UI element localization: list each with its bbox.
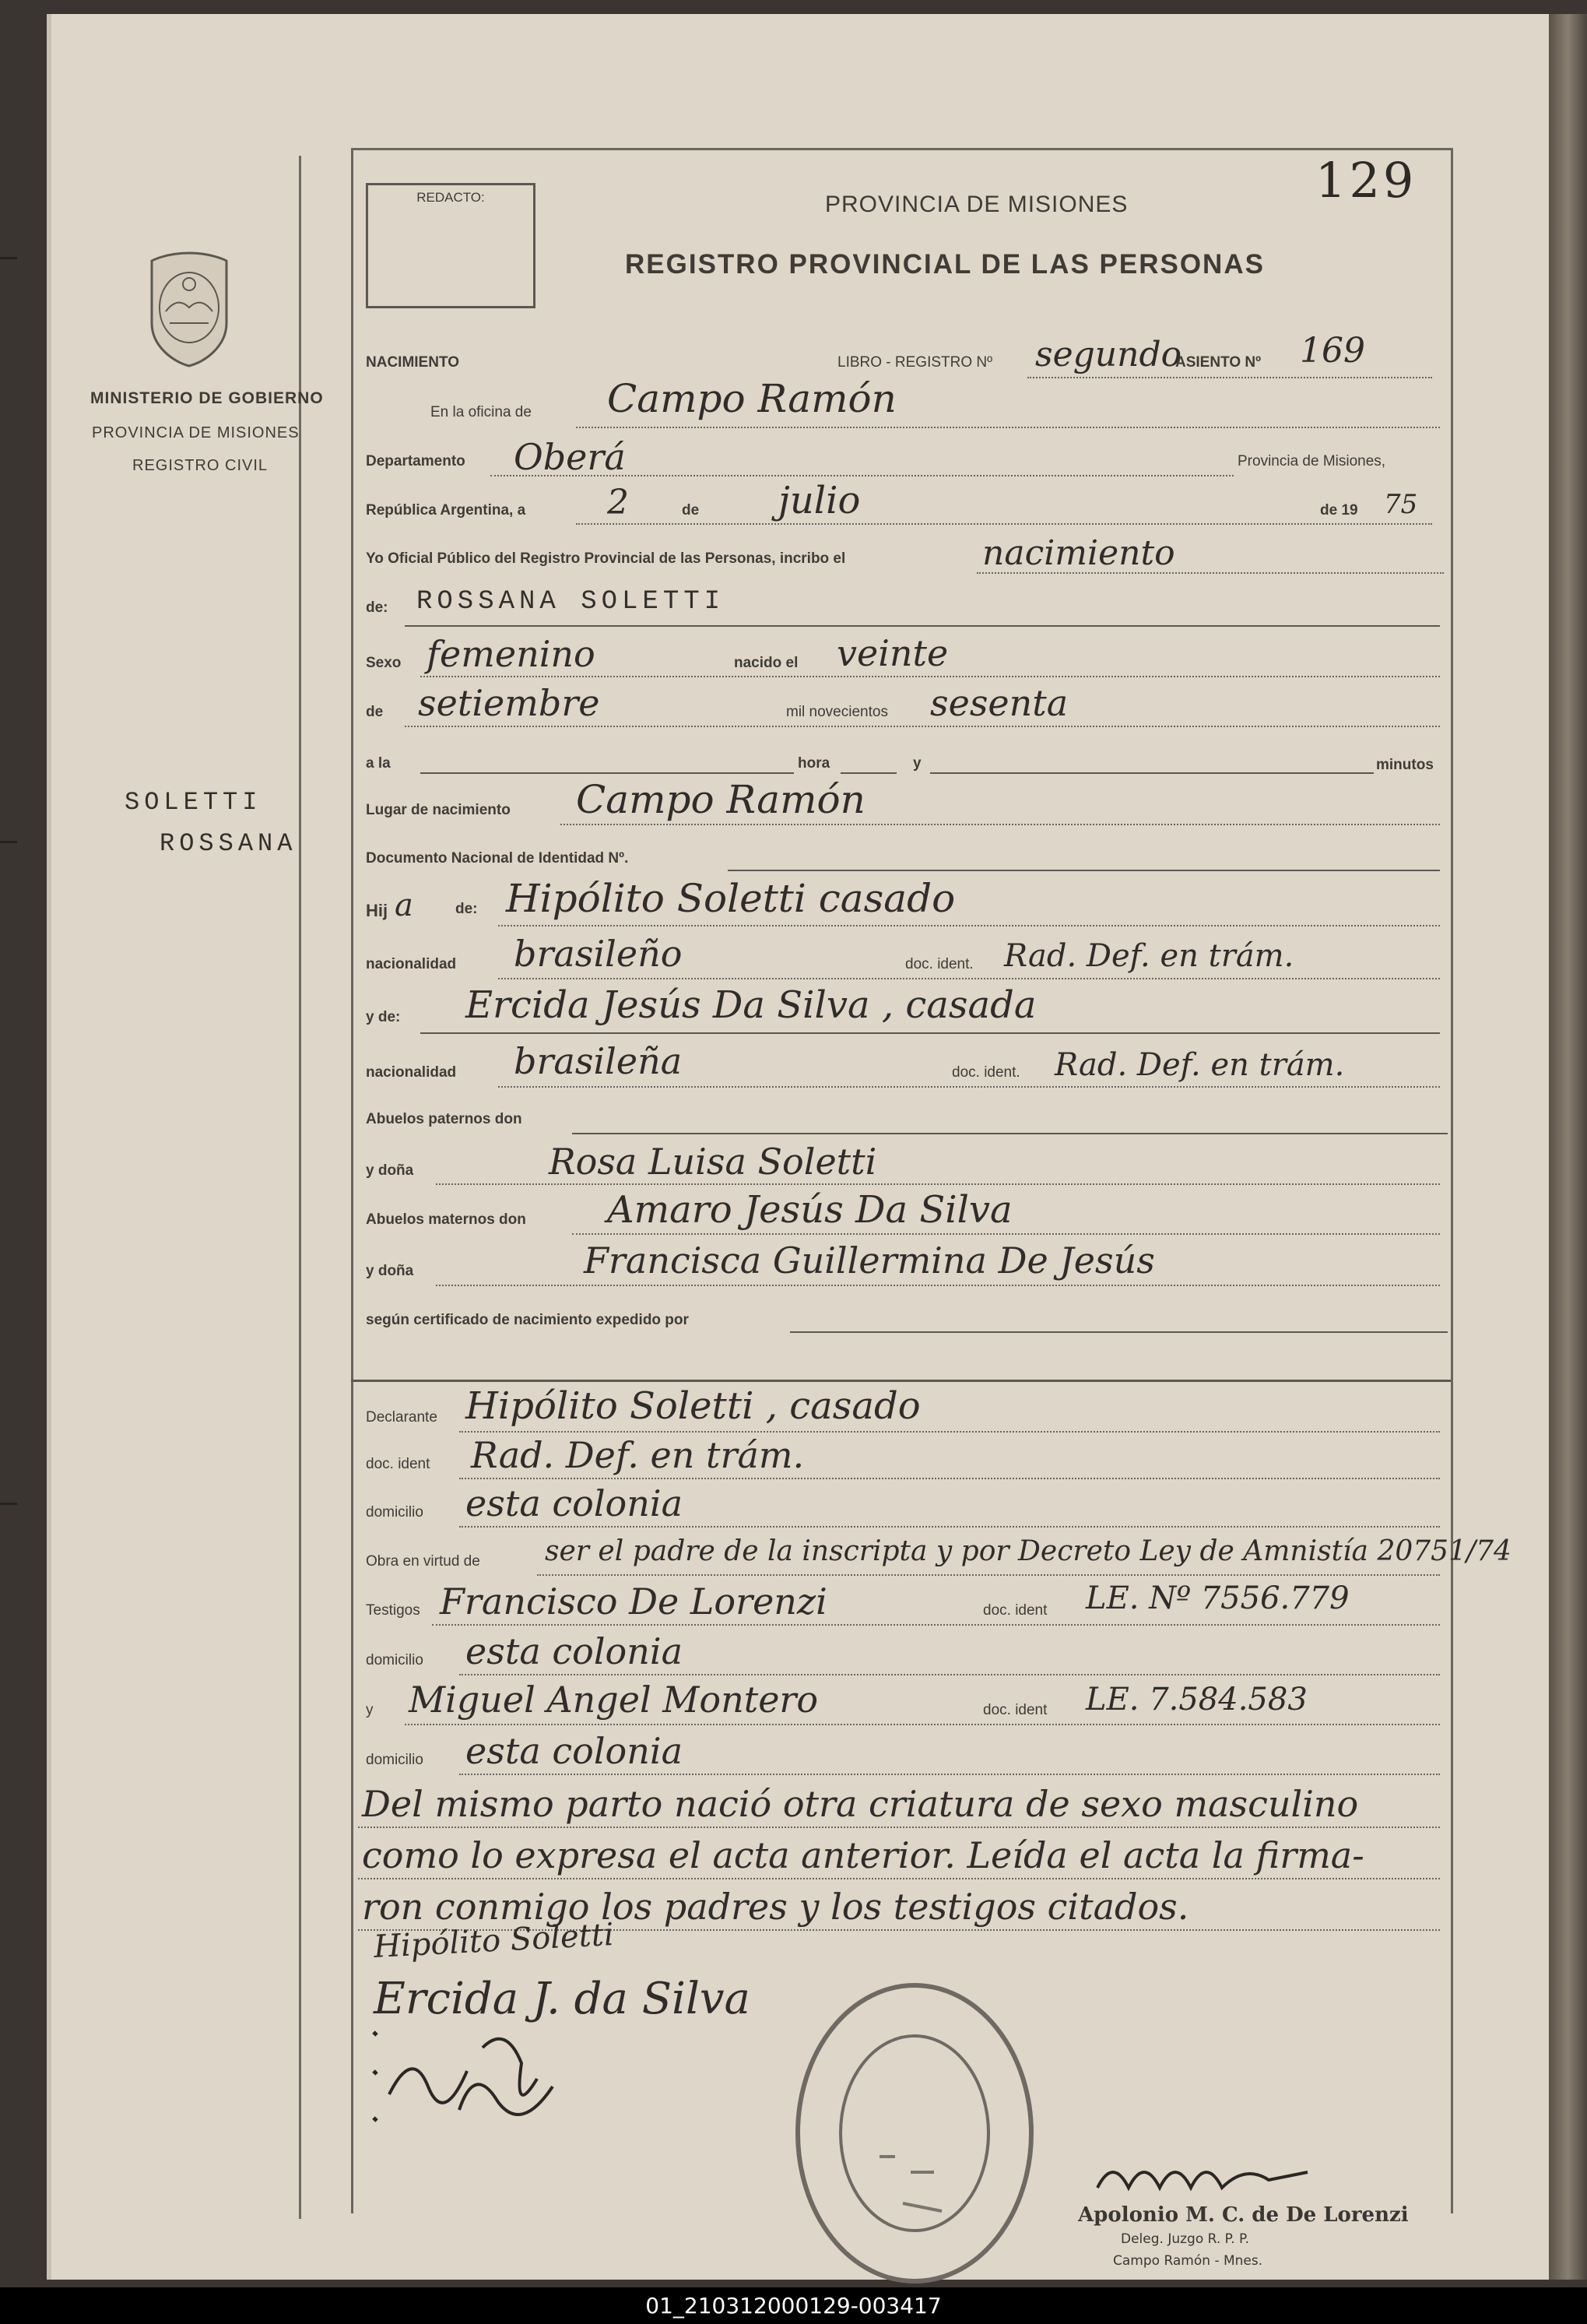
label-yo-oficial: Yo Oficial Público del Registro Provincial de las Personas, incribo el <box>366 550 846 567</box>
value-dia: 2 <box>607 483 629 522</box>
label-obra: Obra en virtud de <box>366 1553 480 1570</box>
crest-icon <box>142 249 236 370</box>
label-y-dona-materna: y doña <box>366 1263 414 1279</box>
image-caption: 01_210312000129-003417 <box>0 2287 1587 2324</box>
label-y-testigo2: y <box>366 1702 374 1718</box>
label-declarante: Declarante <box>366 1409 437 1426</box>
rule <box>405 726 1440 727</box>
label-domicilio-declarante: domicilio <box>366 1504 423 1521</box>
left-header-registry: REGISTRO CIVIL <box>132 457 269 474</box>
rule <box>537 1574 1440 1576</box>
label-sexo: Sexo <box>366 655 402 671</box>
value-doc-testigo2: LE. 7.584.583 <box>1086 1682 1308 1718</box>
page-number: 129 <box>1315 152 1417 209</box>
value-obra: ser el padre de la inscripta y por Decreto Ley de Amnistía 20751/74 <box>545 1535 1512 1567</box>
redacto-label: REDACTO: <box>416 190 485 205</box>
signature-father: Hipólito Soletti <box>373 1916 615 1966</box>
label-provincia: Provincia de Misiones, <box>1238 453 1386 469</box>
value-doc-declarante: Rad. Def. en trám. <box>471 1434 805 1476</box>
rule <box>432 1624 1440 1626</box>
rule <box>576 427 1440 428</box>
label-asiento: ASIENTO Nº <box>1175 354 1262 371</box>
value-testigo1: Francisco De Lorenzi <box>440 1580 827 1623</box>
label-hijo-de: de: <box>455 901 478 917</box>
value-nacido: veinte <box>837 632 949 674</box>
value-acto: nacimiento <box>982 533 1175 573</box>
label-nacionalidad-padre: nacionalidad <box>366 956 457 972</box>
redacto-box <box>366 183 535 308</box>
label-domicilio-testigo2: domicilio <box>366 1752 423 1768</box>
rule <box>459 1774 1440 1775</box>
value-nacionalidad-padre: brasileño <box>514 933 683 975</box>
official-name: Apolonio M. C. de De Lorenzi <box>1078 2203 1409 2227</box>
rule <box>405 1724 1440 1725</box>
label-mil: mil novecientos <box>786 704 888 720</box>
rule <box>977 572 1444 574</box>
rule <box>1027 377 1432 378</box>
left-header-province: PROVINCIA DE MISIONES <box>92 424 300 441</box>
rule <box>405 625 1440 627</box>
label-abuelos-maternos: Abuelos maternos don <box>366 1211 526 1228</box>
value-abuelo-materno: Amaro Jesús Da Silva <box>607 1188 1013 1232</box>
value-doc-madre: Rad. Def. en trám. <box>1055 1047 1345 1083</box>
rule <box>498 1086 1440 1088</box>
value-domicilio-declarante: esta colonia <box>465 1482 683 1524</box>
value-sexo: femenino <box>427 633 595 675</box>
rule <box>459 1478 1440 1479</box>
label-doc-testigo2: doc. ident <box>983 1702 1048 1718</box>
label-lugar: Lugar de nacimiento <box>366 802 511 818</box>
value-nacionalidad-madre: brasileña <box>514 1040 683 1082</box>
rule <box>576 523 1432 525</box>
value-madre: Ercida Jesús Da Silva , casada <box>465 983 1037 1027</box>
label-y-dona-paterna: y doña <box>366 1162 414 1179</box>
margin-given-name: ROSSANA <box>160 829 297 858</box>
value-padre: Hipólito Soletti casado <box>506 876 956 921</box>
label-de-nombre: de: <box>366 599 388 616</box>
official-stamp <box>786 1978 1043 2289</box>
rule <box>930 772 1374 774</box>
value-abuela-materna: Francisca Guillermina De Jesús <box>584 1239 1155 1282</box>
label-y-de: y de: <box>366 1009 401 1025</box>
value-lugar: Campo Ramón <box>576 777 865 822</box>
header-registry: REGISTRO PROVINCIAL DE LAS PERSONAS <box>625 249 1265 280</box>
rule <box>560 824 1440 825</box>
label-de: de <box>682 502 700 519</box>
rule <box>459 1431 1440 1433</box>
binding-mark <box>0 257 17 259</box>
label-republica: República Argentina, a <box>366 502 526 519</box>
signature-mother: Ercida J. da Silva <box>374 1974 750 2024</box>
margin-rule <box>299 156 301 2219</box>
left-header-ministry: MINISTERIO DE GOBIERNO <box>90 389 324 407</box>
rule <box>572 1233 1440 1235</box>
rule <box>841 772 897 774</box>
label-testigos: Testigos <box>366 1602 420 1619</box>
value-libro: segundo <box>1035 335 1182 374</box>
note-line-1: Del mismo parto nació otra criatura de sexo masculino <box>362 1783 1359 1825</box>
value-domicilio-testigo1: esta colonia <box>465 1630 683 1672</box>
label-y: y <box>913 755 922 772</box>
rule <box>420 1032 1440 1034</box>
official-title: Deleg. Juzgo R. P. P. <box>1121 2231 1250 2247</box>
rule <box>420 676 1440 677</box>
value-nombre: ROSSANA SOLETTI <box>416 587 725 617</box>
value-anio-nac: sesenta <box>930 682 1069 724</box>
rule <box>572 1133 1448 1134</box>
note-line-2: como lo expresa el acta anterior. Leída el acta la firma- <box>362 1834 1364 1876</box>
rule <box>420 772 794 774</box>
rule <box>498 978 1440 979</box>
label-nacionalidad-madre: nacionalidad <box>366 1064 457 1081</box>
label-minutos: minutos <box>1376 757 1434 773</box>
value-mes: julio <box>778 479 861 522</box>
page-stack-edge <box>1549 14 1587 2280</box>
rule <box>459 1674 1440 1675</box>
value-hijo-suffix: a <box>395 888 413 923</box>
rule <box>728 870 1440 871</box>
rule <box>498 925 1440 926</box>
section-divider <box>351 1380 1451 1382</box>
label-doc-madre: doc. ident. <box>952 1064 1020 1081</box>
official-signature <box>1090 2149 1323 2211</box>
rule <box>490 475 1234 476</box>
value-mes-nac: setiembre <box>418 682 600 724</box>
rule <box>459 1526 1440 1528</box>
label-libro: LIBRO - REGISTRO Nº <box>837 354 993 371</box>
label-doc-padre: doc. ident. <box>905 956 974 972</box>
binding-mark <box>0 1503 17 1505</box>
value-departamento: Oberá <box>514 436 626 478</box>
margin-surname: SOLETTI <box>125 788 262 817</box>
label-departamento: Departamento <box>366 453 465 469</box>
label-a-la: a la <box>366 755 391 772</box>
rule <box>436 1285 1440 1286</box>
value-doc-padre: Rad. Def. en trám. <box>1004 938 1294 974</box>
official-place: Campo Ramón - Mnes. <box>1113 2253 1263 2269</box>
rule <box>358 1878 1440 1879</box>
label-doc-testigo1: doc. ident <box>983 1602 1048 1619</box>
binding-mark <box>0 841 17 843</box>
value-anio: 75 <box>1384 489 1418 520</box>
label-de-mes: de <box>366 704 384 720</box>
rule <box>358 1827 1440 1828</box>
rule <box>436 1183 1440 1185</box>
label-domicilio-testigo1: domicilio <box>366 1652 423 1668</box>
label-abuelos-paternos: Abuelos paternos don <box>366 1111 522 1127</box>
label-doc-declarante: doc. ident <box>366 1456 430 1472</box>
label-nacimiento: NACIMIENTO <box>366 354 459 371</box>
header-province: PROVINCIA DE MISIONES <box>825 192 1129 217</box>
value-asiento: 169 <box>1300 331 1365 371</box>
label-dni: Documento Nacional de Identidad Nº. <box>366 850 629 867</box>
value-declarante: Hipólito Soletti , casado <box>465 1384 921 1428</box>
note-line-3: ron conmigo los padres y los testigos citados. <box>362 1886 1189 1928</box>
label-segun: según certificado de nacimiento expedido por <box>366 1312 689 1328</box>
value-testigo2: Miguel Angel Montero <box>409 1679 819 1721</box>
rule <box>790 1331 1448 1333</box>
label-oficina: En la oficina de <box>430 404 532 420</box>
witness-signatures <box>366 2016 599 2141</box>
label-nacido: nacido el <box>734 655 799 671</box>
label-hora: hora <box>798 755 830 772</box>
value-abuela-paterna: Rosa Luisa Soletti <box>549 1141 877 1183</box>
label-hijo: Hij <box>366 901 388 920</box>
value-oficina: Campo Ramón <box>607 376 897 421</box>
label-de-anio: de 19 <box>1320 502 1358 519</box>
value-doc-testigo1: LE. Nº 7556.779 <box>1086 1580 1350 1616</box>
value-domicilio-testigo2: esta colonia <box>465 1730 683 1772</box>
